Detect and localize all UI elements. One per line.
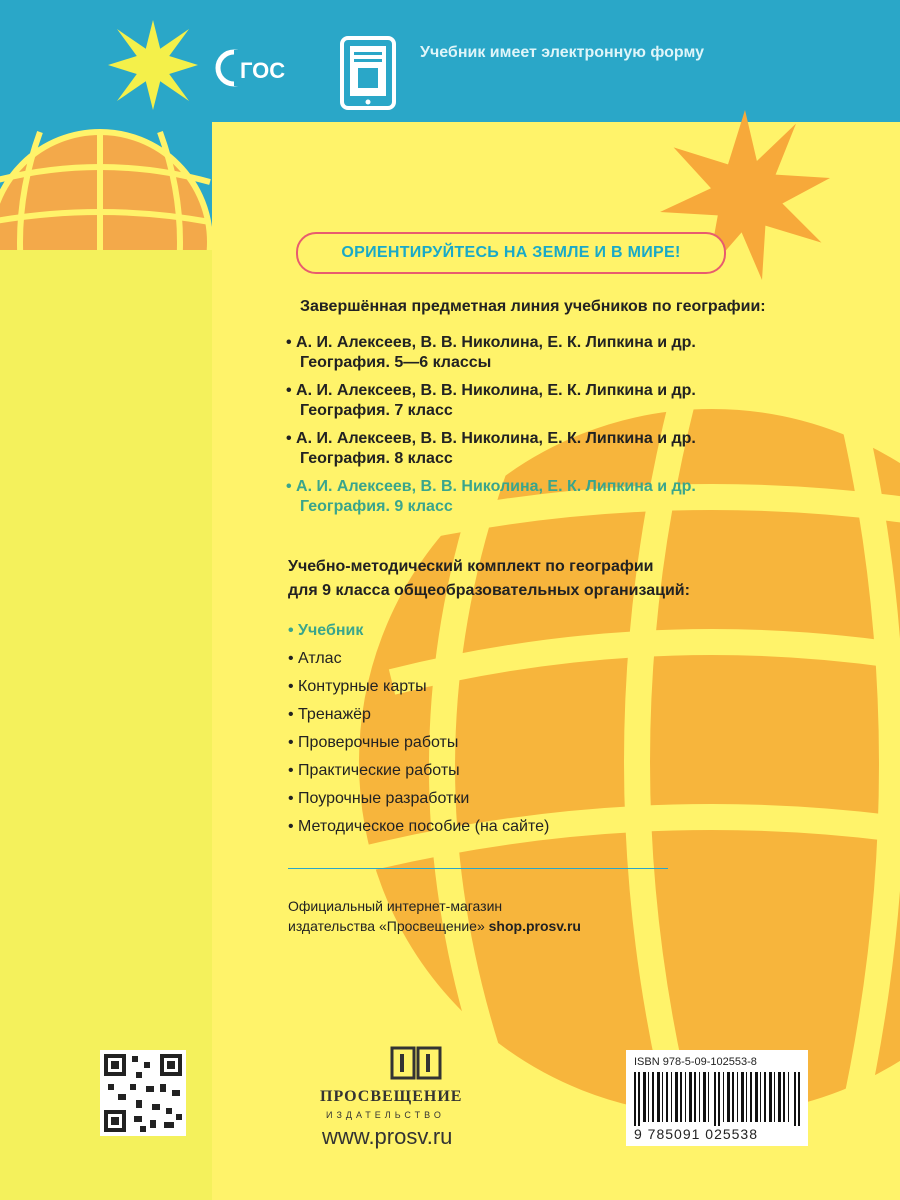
textbook-1-title: География. 5—6 классы xyxy=(300,354,492,371)
globe-illustration xyxy=(0,112,212,250)
kit-heading-line-2: для 9 класса общеобразовательных организаций: xyxy=(288,582,690,599)
kit-item-tests: • Проверочные работы xyxy=(288,734,458,752)
electronic-form-label: Учебник имеет электронную форму xyxy=(420,44,704,61)
textbook-4-authors: • А. И. Алексеев, В. В. Николина, Е. К. Липкина и др. xyxy=(286,478,696,496)
publisher-site-link[interactable]: www.prosv.ru xyxy=(322,1124,453,1149)
fgos-label: ГОС xyxy=(240,58,286,83)
publisher-subtitle: ИЗДАТЕЛЬСТВО xyxy=(326,1110,445,1120)
kit-item-methodical-guide: • Методическое пособие (на сайте) xyxy=(288,818,549,836)
textbook-4-title: География. 9 класс xyxy=(300,498,453,515)
kit-item-lesson-plans: • Поурочные разработки xyxy=(288,790,469,808)
kit-item-textbook: • Учебник xyxy=(288,622,363,640)
kit-item-practicals: • Практические работы xyxy=(288,762,460,780)
kit-item-trainer: • Тренажёр xyxy=(288,706,371,724)
textbook-3-title: География. 8 класс xyxy=(300,450,453,467)
ean-number: 9 785091 025538 xyxy=(634,1126,758,1142)
kit-item-contour-maps: • Контурные карты xyxy=(288,678,427,696)
isbn-text: ISBN 978-5-09-102553-8 xyxy=(634,1056,757,1068)
publisher-name: ПРОСВЕЩЕНИЕ xyxy=(320,1088,463,1105)
barcode-icon xyxy=(632,1072,802,1126)
shop-line-1: Официальный интернет-магазин xyxy=(288,898,503,914)
tablet-icon xyxy=(340,36,396,110)
sun-star-icon xyxy=(108,20,198,110)
divider xyxy=(288,868,668,869)
shop-url-link[interactable]: shop.prosv.ru xyxy=(488,918,581,934)
shop-line-2-text: издательства «Просвещение» xyxy=(288,918,485,934)
slogan-text: ОРИЕНТИРУЙТЕСЬ НА ЗЕМЛЕ И В МИРЕ! xyxy=(341,244,681,261)
kit-heading-line-1: Учебно-методический комплект по географии xyxy=(288,558,654,575)
textbook-1-authors: • А. И. Алексеев, В. В. Николина, Е. К. Липкина и др. xyxy=(286,334,696,352)
slogan-box xyxy=(296,232,726,274)
shop-line-2 xyxy=(288,918,581,934)
textbook-2-title: География. 7 класс xyxy=(300,402,453,419)
textbook-2-authors: • А. И. Алексеев, В. В. Николина, Е. К. Липкина и др. xyxy=(286,382,696,400)
kit-item-atlas: • Атлас xyxy=(288,650,342,668)
publisher-logo-icon xyxy=(388,1046,448,1080)
line-heading: Завершённая предметная линия учебников по географии: xyxy=(300,298,766,315)
textbook-3-authors: • А. И. Алексеев, В. В. Николина, Е. К. Липкина и др. xyxy=(286,430,696,448)
isbn-barcode-block xyxy=(626,1050,808,1146)
qr-code-icon xyxy=(100,1050,186,1136)
